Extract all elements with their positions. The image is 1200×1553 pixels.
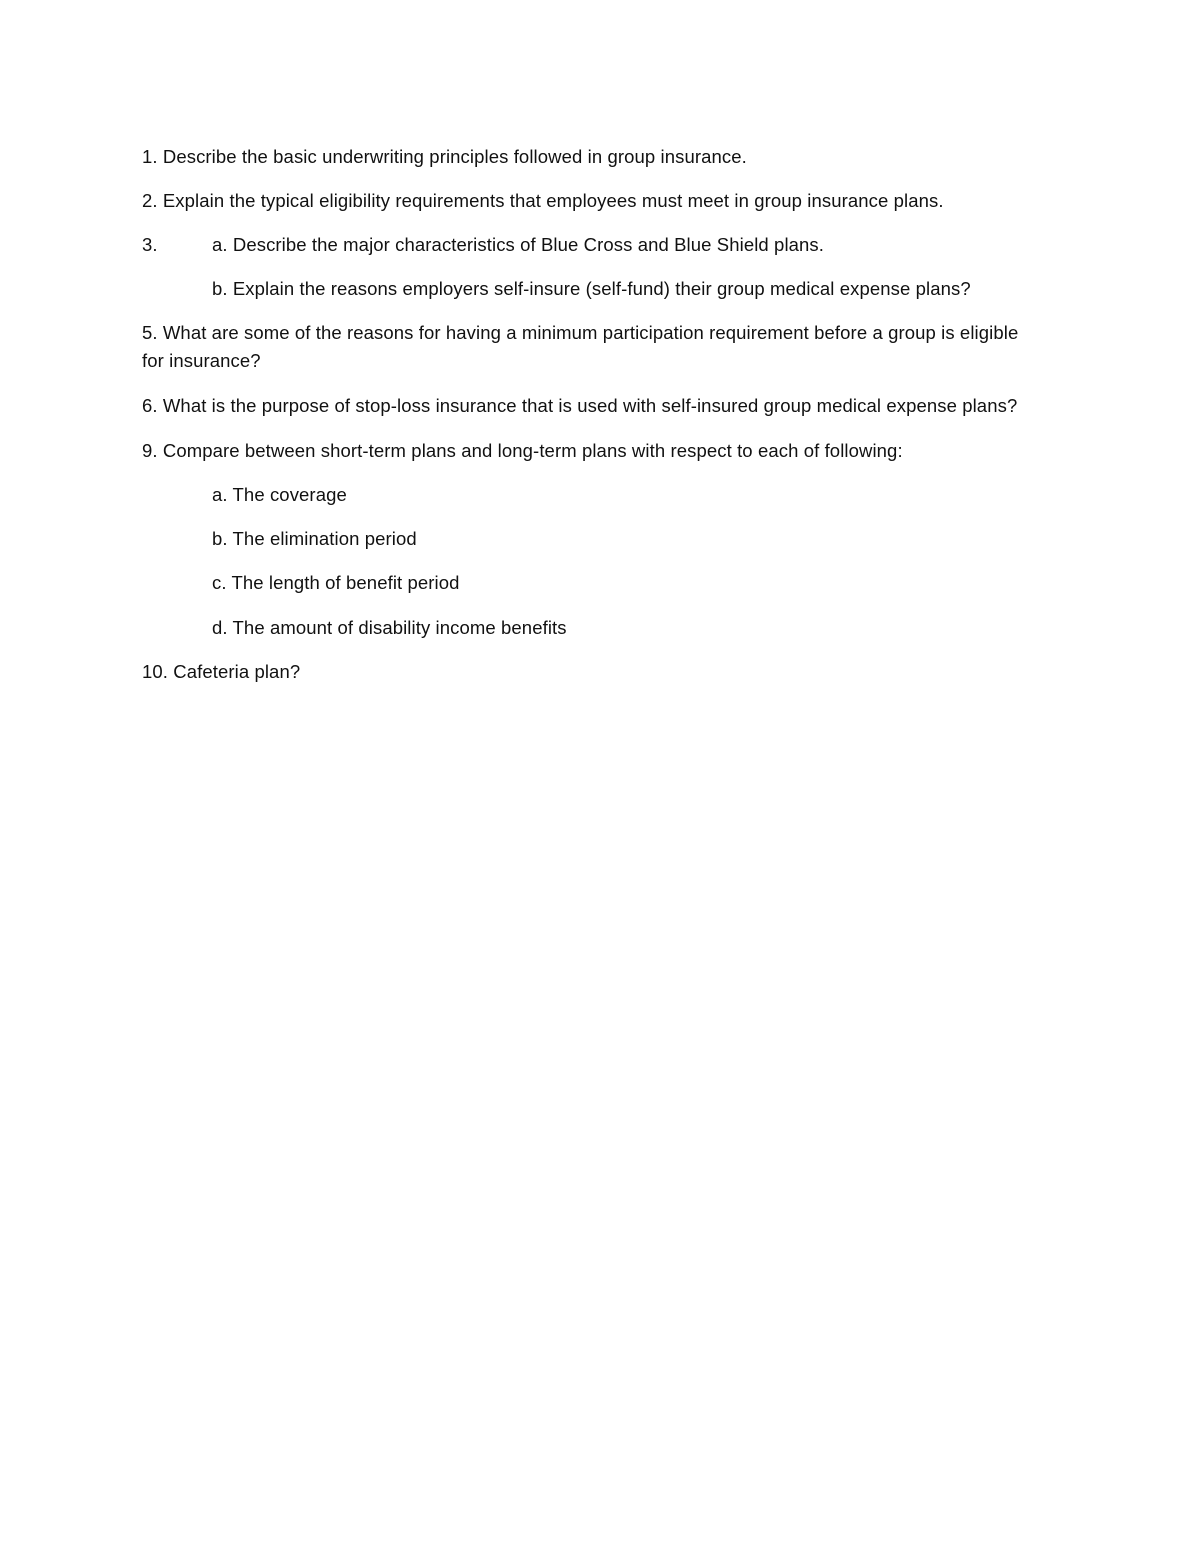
question-3b: b. Explain the reasons employers self-insure (self-fund) their group medical expense plans? bbox=[212, 278, 971, 299]
question-9: 9. Compare between short-term plans and long-term plans with respect to each of following: bbox=[142, 440, 903, 461]
question-list bbox=[142, 143, 1022, 702]
question-9-item-b: b. The elimination period bbox=[212, 528, 417, 549]
question-9-item-d: d. The amount of disability income benefits bbox=[212, 617, 567, 638]
question-2: 2. Explain the typical eligibility requirements that employees must meet in group insurance plans. bbox=[142, 190, 944, 211]
question-3 bbox=[142, 231, 1022, 259]
question-5: 5. What are some of the reasons for having a minimum participation requirement before a group is eligible for insurance? bbox=[142, 322, 1019, 371]
question-9-item-c: c. The length of benefit period bbox=[212, 572, 460, 593]
question-6: 6. What is the purpose of stop-loss insurance that is used with self-insured group medical expense plans? bbox=[142, 395, 1018, 416]
question-3a: a. Describe the major characteristics of Blue Cross and Blue Shield plans. bbox=[212, 234, 825, 255]
question-3-number: 3. bbox=[142, 234, 158, 255]
question-10: 10. Cafeteria plan? bbox=[142, 661, 301, 682]
question-1: 1. Describe the basic underwriting principles followed in group insurance. bbox=[142, 146, 747, 167]
question-9-item-a: a. The coverage bbox=[212, 484, 347, 505]
